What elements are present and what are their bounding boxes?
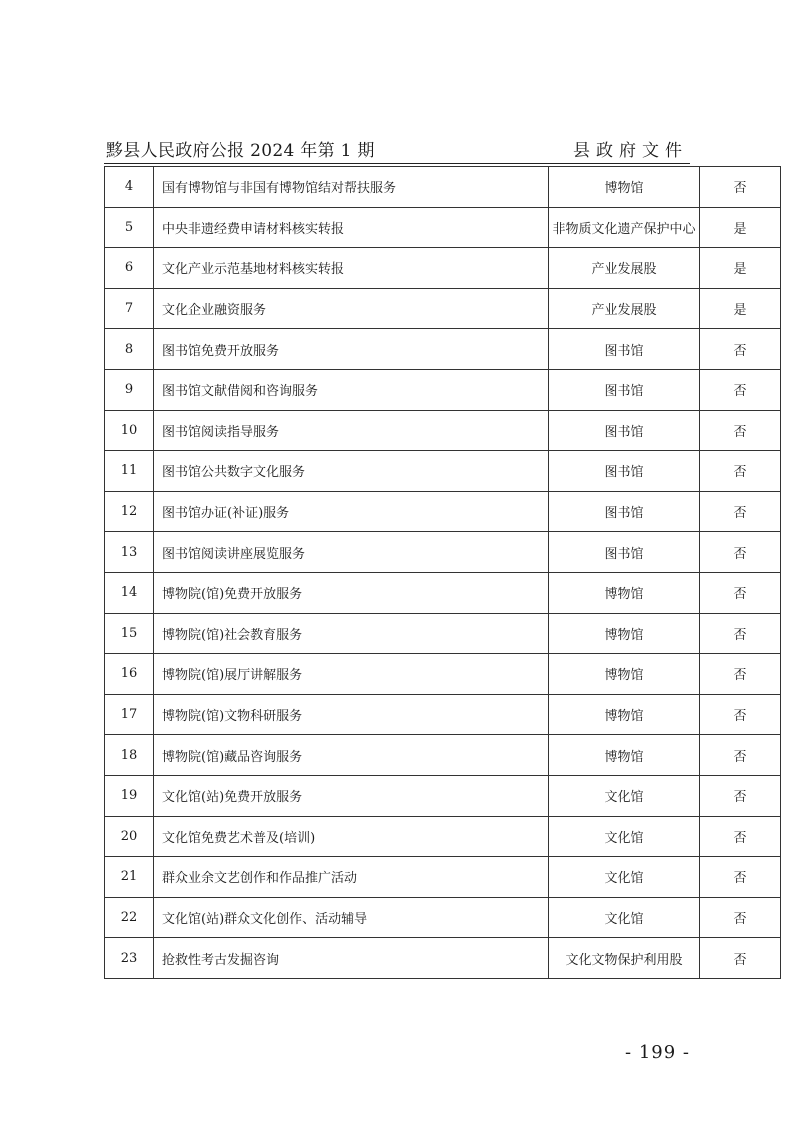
responsible-unit: 图书馆	[549, 369, 700, 410]
responsible-unit: 图书馆	[549, 451, 700, 492]
table-row	[105, 735, 781, 776]
row-number: 6	[105, 248, 154, 289]
responsible-unit: 文化馆	[549, 857, 700, 898]
flag-value: 否	[700, 694, 781, 735]
service-name: 图书馆办证(补证)服务	[154, 491, 549, 532]
flag-value: 否	[700, 816, 781, 857]
row-number: 14	[105, 572, 154, 613]
page-number: - 199 -	[625, 1042, 690, 1063]
row-number: 22	[105, 897, 154, 938]
responsible-unit: 文化馆	[549, 816, 700, 857]
row-number: 5	[105, 207, 154, 248]
flag-value: 否	[700, 329, 781, 370]
row-number: 15	[105, 613, 154, 654]
table-row	[105, 857, 781, 898]
row-number: 11	[105, 451, 154, 492]
responsible-unit: 图书馆	[549, 532, 700, 573]
flag-value: 是	[700, 207, 781, 248]
service-name: 文化馆(站)群众文化创作、活动辅导	[154, 897, 549, 938]
flag-value: 否	[700, 532, 781, 573]
flag-value: 否	[700, 938, 781, 979]
table-row	[105, 329, 781, 370]
responsible-unit: 博物馆	[549, 167, 700, 208]
table-row	[105, 288, 781, 329]
responsible-unit: 图书馆	[549, 329, 700, 370]
responsible-unit: 文化馆	[549, 897, 700, 938]
service-name: 文化企业融资服务	[154, 288, 549, 329]
service-list-table	[104, 166, 781, 979]
bulletin-title: 黟县人民政府公报 2024 年第 1 期	[106, 141, 375, 161]
table-row	[105, 775, 781, 816]
service-name: 图书馆免费开放服务	[154, 329, 549, 370]
service-name: 博物院(馆)展厅讲解服务	[154, 654, 549, 695]
service-name: 博物院(馆)免费开放服务	[154, 572, 549, 613]
table-row	[105, 167, 781, 208]
flag-value: 否	[700, 451, 781, 492]
row-number: 13	[105, 532, 154, 573]
row-number: 9	[105, 369, 154, 410]
responsible-unit: 博物馆	[549, 694, 700, 735]
table-row	[105, 410, 781, 451]
row-number: 17	[105, 694, 154, 735]
row-number: 23	[105, 938, 154, 979]
row-number: 7	[105, 288, 154, 329]
service-name: 博物院(馆)藏品咨询服务	[154, 735, 549, 776]
responsible-unit: 博物馆	[549, 613, 700, 654]
service-name: 图书馆阅读讲座展览服务	[154, 532, 549, 573]
flag-value: 是	[700, 248, 781, 289]
service-name: 中央非遗经费申请材料核实转报	[154, 207, 549, 248]
row-number: 20	[105, 816, 154, 857]
service-name: 抢救性考古发掘咨询	[154, 938, 549, 979]
flag-value: 否	[700, 735, 781, 776]
service-name: 图书馆公共数字文化服务	[154, 451, 549, 492]
flag-value: 否	[700, 775, 781, 816]
service-name: 图书馆文献借阅和咨询服务	[154, 369, 549, 410]
service-name: 国有博物馆与非国有博物馆结对帮扶服务	[154, 167, 549, 208]
table-row	[105, 369, 781, 410]
service-name: 文化馆(站)免费开放服务	[154, 775, 549, 816]
flag-value: 否	[700, 167, 781, 208]
table-row	[105, 938, 781, 979]
responsible-unit: 产业发展股	[549, 248, 700, 289]
flag-value: 否	[700, 654, 781, 695]
table-row	[105, 532, 781, 573]
service-name: 群众业余文艺创作和作品推广活动	[154, 857, 549, 898]
table-row	[105, 613, 781, 654]
table-row	[105, 207, 781, 248]
row-number: 10	[105, 410, 154, 451]
responsible-unit: 文化馆	[549, 775, 700, 816]
flag-value: 否	[700, 857, 781, 898]
service-name: 图书馆阅读指导服务	[154, 410, 549, 451]
page-header	[104, 138, 690, 164]
responsible-unit: 图书馆	[549, 410, 700, 451]
row-number: 8	[105, 329, 154, 370]
header-divider	[104, 163, 690, 164]
responsible-unit: 产业发展股	[549, 288, 700, 329]
flag-value: 否	[700, 897, 781, 938]
table-row	[105, 816, 781, 857]
row-number: 18	[105, 735, 154, 776]
flag-value: 否	[700, 369, 781, 410]
service-name: 文化产业示范基地材料核实转报	[154, 248, 549, 289]
table-row	[105, 248, 781, 289]
responsible-unit: 博物馆	[549, 654, 700, 695]
responsible-unit: 博物馆	[549, 572, 700, 613]
flag-value: 是	[700, 288, 781, 329]
responsible-unit: 博物馆	[549, 735, 700, 776]
table-row	[105, 572, 781, 613]
row-number: 21	[105, 857, 154, 898]
table-row	[105, 897, 781, 938]
flag-value: 否	[700, 572, 781, 613]
table-row	[105, 451, 781, 492]
service-name: 博物院(馆)社会教育服务	[154, 613, 549, 654]
table-row	[105, 491, 781, 532]
flag-value: 否	[700, 410, 781, 451]
responsible-unit: 非物质文化遗产保护中心	[549, 207, 700, 248]
flag-value: 否	[700, 613, 781, 654]
responsible-unit: 文化文物保护利用股	[549, 938, 700, 979]
service-name: 博物院(馆)文物科研服务	[154, 694, 549, 735]
row-number: 12	[105, 491, 154, 532]
table-row	[105, 654, 781, 695]
row-number: 19	[105, 775, 154, 816]
service-name: 文化馆免费艺术普及(培训)	[154, 816, 549, 857]
table-row	[105, 694, 781, 735]
row-number: 4	[105, 167, 154, 208]
flag-value: 否	[700, 491, 781, 532]
table-body	[105, 167, 781, 979]
row-number: 16	[105, 654, 154, 695]
responsible-unit: 图书馆	[549, 491, 700, 532]
section-title: 县政府文件	[573, 141, 688, 161]
